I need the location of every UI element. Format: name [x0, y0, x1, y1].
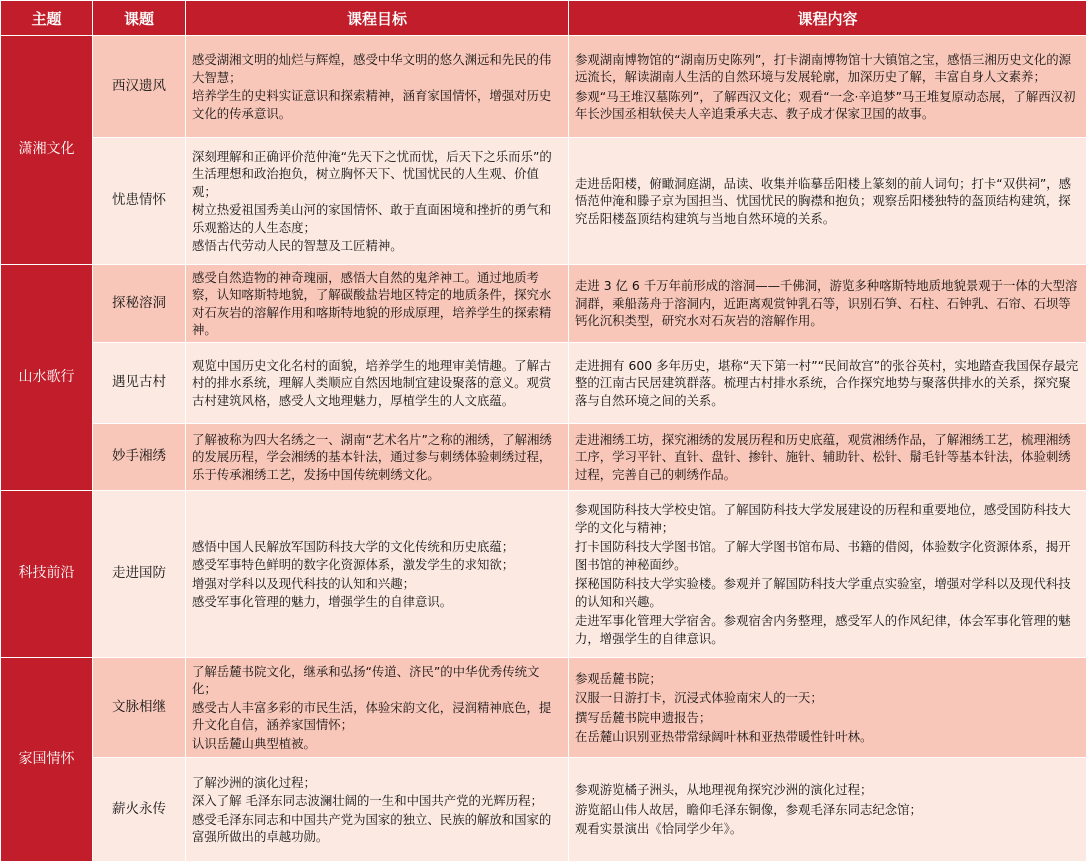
theme-cell: 家国情怀 — [1, 658, 93, 862]
content-text: 游览韶山伟人故居，瞻仰毛泽东铜像，参观毛泽东同志纪念馆； — [575, 801, 922, 817]
goal-text: 感受军事化管理的魅力，增强学生的自律意识。 — [192, 594, 453, 609]
content-text: 打卡国防科技大学图书馆。了解大学图书馆布局、书籍的借阅，体验数字化资源体系，揭开图书馆的神秘面纱。 — [575, 539, 1071, 572]
goal-text: 了解岳麓书院文化，继承和弘扬“传道、济民”的中华优秀传统文化； — [192, 663, 540, 697]
content-text: 观看实景演出《恰同学少年》。 — [575, 821, 743, 837]
theme-cell: 科技前沿 — [1, 491, 93, 658]
content-cell — [569, 758, 1086, 862]
goal-text: 培养学生的史料实证意识和探索精神，涵育家国情怀，增强对历史文化的传承意识。 — [192, 88, 552, 121]
goal-cell — [186, 343, 569, 424]
goal-cell — [186, 658, 569, 758]
goal-cell — [186, 491, 569, 658]
content-text: 汉服一日游打卡，沉浸式体验南宋人的一天； — [575, 690, 823, 705]
topic-cell: 遇见古村 — [93, 343, 186, 424]
header-row — [1, 1, 1086, 36]
content-text: 参观“马王堆汉墓陈列”，了解西汉文化；观看“一念·辛追梦”马王堆复原动态展，了解西汉初年长沙国丞相轪侯夫人辛追秉承夫志、教子成才保家卫国的故事。 — [575, 88, 1076, 121]
header-goals: 课程目标 — [186, 1, 569, 36]
goal-cell — [186, 138, 569, 265]
table-row — [1, 265, 1086, 343]
content-text: 在岳麓山识别亚热带常绿阔叶林和亚热带暖性针叶林。 — [575, 729, 873, 744]
table-row — [1, 758, 1086, 862]
goal-cell — [186, 758, 569, 862]
goal-text: 了解沙洲的演化过程； — [192, 774, 316, 790]
goal-text: 了解被称为四大名绣之一、湖南“艺术名片”之称的湘绣，了解湘绣的发展历程，学会湘绣的基本针法，通过参与刺绣体验刺绣过程，乐于传承湘绣工艺，发扬中国传统刺绣文化。 — [192, 431, 552, 482]
theme-cell: 山水歌行 — [1, 265, 93, 491]
content-cell — [569, 36, 1086, 138]
goal-text: 感受军事特色鲜明的数字化资源体系，激发学生的求知欲； — [192, 557, 515, 572]
goal-text: 感受自然造物的神奇瑰丽，感悟大自然的鬼斧神工。通过地质考察，认知喀斯特地貌，了解碳酸盐岩地区特定的地质条件，探究水对石灰岩的溶解作用和喀斯特地貌的形成原理，培养学生的探索精神。 — [192, 269, 552, 337]
goal-text: 感受古人丰富多彩的市民生活，体验宋韵文化，浸润精神底色，提升文化自信，涵养家国情怀； — [192, 699, 552, 733]
content-text: 参观岳麓书院； — [575, 670, 662, 686]
goal-text: 感受毛泽东同志和中国共产党为国家的独立、民族的解放和国家的富强所做出的卓越功勋。 — [192, 811, 552, 844]
topic-cell: 探秘溶洞 — [93, 265, 186, 343]
goal-text: 感悟中国人民解放军国防科技大学的文化传统和历史底蕴； — [192, 538, 515, 554]
topic-cell: 忧患情怀 — [93, 138, 186, 265]
topic-cell: 走进国防 — [93, 491, 186, 658]
content-text: 探秘国防科技大学实验楼。参观并了解国防科技大学重点实验室，增强对学科以及现代科技的认知和兴趣。 — [575, 576, 1071, 609]
theme-cell: 潇湘文化 — [1, 36, 93, 265]
goal-text: 深刻理解和正确评价范仲淹“先天下之忧而忧，后天下之乐而乐”的生活理想和政治抱负，树立胸怀天下、忧国忧民的人生观、价值观； — [192, 148, 552, 199]
goal-cell — [186, 36, 569, 138]
goal-cell — [186, 265, 569, 343]
content-cell — [569, 138, 1086, 265]
table-row — [1, 343, 1086, 424]
content-text: 走进拥有 600 多年历史，堪称“天下第一村”“民间故宫”的张谷英村，实地踏查我国保存最完整的江南古民居建筑群落。梳理古村排水系统，合作探究地势与聚落供排水的关系，探究聚落与自然环境之间的关系。 — [575, 357, 1079, 408]
goal-text: 观览中国历史文化名村的面貌，培养学生的地理审美情趣。了解古村的排水系统，理解人类顺应自然因地制宜建设聚落的意义。观赏古村建筑风格，感受人文地理魅力，厚植学生的人文底蕴。 — [192, 357, 552, 408]
content-text: 参观国防科技大学校史馆。了解国防科技大学发展建设的历程和重要地位，感受国防科技大学的文化与精神； — [575, 502, 1071, 535]
topic-cell: 妙手湘绣 — [93, 424, 186, 491]
table-row — [1, 491, 1086, 658]
content-text: 参观湖南博物馆的“湖南历史陈列”，打卡湖南博物馆十大镇馆之宝，感悟三湘历史文化的源远流长，解读湖南人生活的自然环境与发展轮廓，加深历史了解，丰富自身人文素养； — [575, 51, 1072, 84]
content-text: 撰写岳麓书院申遗报告； — [575, 709, 712, 725]
table-row — [1, 36, 1086, 138]
content-cell — [569, 658, 1086, 758]
topic-cell: 西汉遗风 — [93, 36, 186, 138]
content-cell — [569, 424, 1086, 491]
goal-text: 增强对学科以及现代科技的认知和兴趣； — [192, 575, 416, 591]
content-cell — [569, 265, 1086, 343]
table-row — [1, 138, 1086, 265]
goal-cell — [186, 424, 569, 491]
header-topic: 课题 — [93, 1, 186, 36]
goal-text: 深入了解 毛泽东同志波澜壮阔的一生和中国共产党的光辉历程； — [192, 793, 543, 808]
goal-text: 树立热爱祖国秀美山河的家国情怀、敢于直面困境和挫折的勇气和乐观豁达的人生态度； — [192, 202, 552, 235]
table-row — [1, 658, 1086, 758]
content-cell — [569, 343, 1086, 424]
content-text: 走进 3 亿 6 千万年前形成的溶洞——千佛洞，游览多种喀斯特地质地貌景观于一体的大型溶洞群，乘船荡舟于溶洞内，近距离观赏钟乳石等，识别石笋、石柱、石钟乳、石帘、石坝等钙化沉积类型，研究水对石灰岩的溶解作用。 — [575, 278, 1078, 329]
goal-text: 感受湖湘文明的灿烂与辉煌，感受中华文明的悠久渊远和先民的伟大智慧； — [192, 52, 552, 85]
header-content: 课程内容 — [569, 1, 1086, 36]
topic-cell: 薪火永传 — [93, 758, 186, 862]
content-text: 参观游览橘子洲头，从地理视角探究沙洲的演化过程； — [575, 782, 873, 798]
header-theme: 主题 — [1, 1, 93, 36]
topic-cell: 文脉相继 — [93, 658, 186, 758]
goal-text: 感悟古代劳动人民的智慧及工匠精神。 — [192, 238, 403, 253]
content-text: 走进湘绣工坊，探究湘绣的发展历程和历史底蕴，观赏湘绣作品，了解湘绣工艺，梳理湘绣工序，学习平针、直针、盘针、掺针、施针、辅助针、松针、鬅毛针等基本针法，体验刺绣过程，完善自己的刺绣作品。 — [575, 431, 1071, 482]
content-text: 走进军事化管理大学宿舍。参观宿舍内务整理，感受军人的作风纪律，体会军事化管理的魅力，增强学生的自律意识。 — [575, 613, 1071, 646]
goal-text: 认识岳麓山典型植被。 — [192, 735, 316, 751]
content-cell — [569, 491, 1086, 658]
table-row — [1, 424, 1086, 491]
content-text: 走进岳阳楼，俯瞰洞庭湖，品读、收集并临摹岳阳楼上篆刻的前人词句；打卡“双供祠”，感悟范仲淹和滕子京为国担当、忧国忧民的胸襟和抱负；观察岳阳楼独特的盔顶结构建筑，探究岳阳楼盔顶结构建筑与当地自然环境的关系。 — [575, 175, 1072, 226]
